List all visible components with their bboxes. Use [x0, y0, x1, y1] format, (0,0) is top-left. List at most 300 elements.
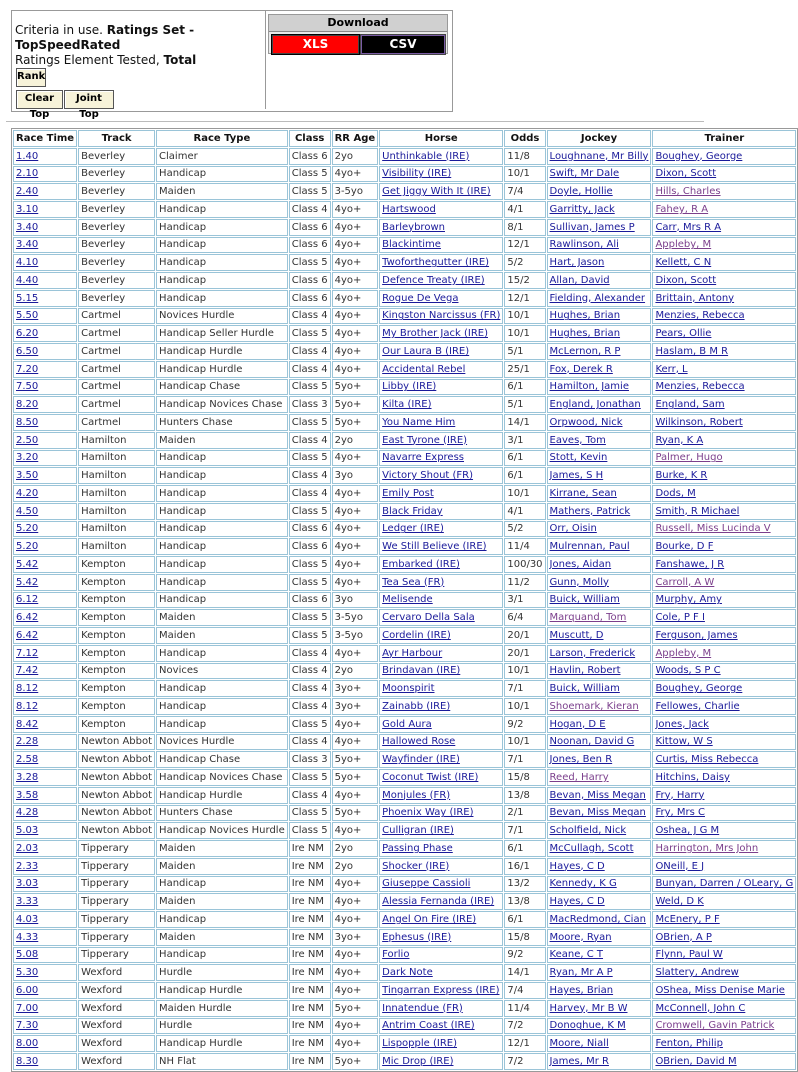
cell-race-time	[13, 574, 77, 591]
horse-link[interactable]: Forlio	[382, 949, 410, 961]
race-time-link[interactable]: 3.40	[16, 239, 39, 251]
jockey-link[interactable]: Sullivan, James P	[549, 221, 635, 233]
trainer-link[interactable]: Pears, Ollie	[655, 328, 712, 340]
trainer-link[interactable]: Bunyan, Darren / OLeary, G	[655, 878, 794, 890]
header-race-time[interactable]: Race Time	[13, 130, 77, 147]
horse-link[interactable]: Passing Phase	[382, 842, 453, 854]
cell-trainer	[652, 538, 796, 555]
rank-button[interactable]: Rank	[16, 68, 46, 87]
trainer-link[interactable]: ONeill, E J	[655, 860, 705, 872]
cell-race-time	[13, 237, 77, 254]
cell-class: Class 6	[289, 272, 331, 289]
cell-jockey	[547, 503, 652, 520]
race-time-link[interactable]: 5.42	[16, 558, 39, 570]
race-time-link[interactable]: 3.58	[16, 789, 39, 801]
horse-link[interactable]: Zainabb (IRE)	[382, 700, 451, 712]
jockey-link[interactable]: Doyle, Hollie	[549, 186, 613, 198]
race-time-link[interactable]: 3.40	[16, 221, 39, 233]
cell-trainer	[652, 325, 796, 342]
race-time-link[interactable]: 3.10	[16, 203, 39, 215]
cell-class: Ire NM	[289, 929, 331, 946]
cell-odds: 5/2	[504, 521, 545, 538]
jockey-link[interactable]: Muscutt, D	[549, 629, 604, 641]
trainer-link[interactable]: Fellowes, Charlie	[655, 700, 740, 712]
horse-link[interactable]: Giuseppe Cassioli	[382, 878, 471, 890]
jockey-link[interactable]: Jones, Ben R	[549, 754, 613, 766]
horse-link[interactable]: Angel On Fire (IRE)	[382, 913, 477, 925]
jockey-link[interactable]: Orr, Oisin	[549, 523, 597, 535]
jockey-link[interactable]: Eaves, Tom	[549, 434, 606, 446]
race-time-link[interactable]: 4.20	[16, 487, 39, 499]
race-time-link[interactable]: 4.33	[16, 931, 39, 943]
horse-link[interactable]: Twoforthegutter (IRE)	[382, 257, 490, 269]
cell-race-time	[13, 805, 77, 822]
jockey-link[interactable]: Hayes, C D	[549, 860, 605, 872]
horse-link[interactable]: Wayfinder (IRE)	[382, 754, 460, 766]
race-time-link[interactable]: 6.42	[16, 612, 39, 624]
jockey-link[interactable]: Hayes, C D	[549, 896, 605, 908]
horse-link[interactable]: Brindavan (IRE)	[382, 665, 461, 677]
cell-jockey	[547, 822, 652, 839]
cell-jockey	[547, 219, 652, 236]
jockey-link[interactable]: Shoemark, Kieran	[549, 700, 639, 712]
race-time-link[interactable]: 1.40	[16, 150, 39, 162]
jockey-link[interactable]: Hamilton, Jamie	[549, 381, 629, 393]
cell-track: Beverley	[78, 166, 155, 183]
horse-link[interactable]: Visibility (IRE)	[382, 168, 452, 180]
horse-link[interactable]: Ayr Harbour	[382, 647, 443, 659]
joint-top-button[interactable]: Joint Top	[64, 90, 114, 109]
trainer-link[interactable]: Kerr, L	[655, 363, 688, 375]
table-row	[13, 698, 796, 715]
horse-link[interactable]: Hartswood	[382, 203, 436, 215]
jockey-link[interactable]: Ryan, Mr A P	[549, 967, 613, 979]
trainer-link[interactable]: Boughey, George	[655, 683, 743, 695]
race-time-link[interactable]: 8.30	[16, 1055, 39, 1067]
table-row	[13, 680, 796, 697]
race-time-link[interactable]: 7.00	[16, 1002, 39, 1014]
trainer-link[interactable]: Dixon, Scott	[655, 168, 717, 180]
jockey-link[interactable]: Donoghue, K M	[549, 1020, 626, 1032]
race-time-link[interactable]: 4.03	[16, 913, 39, 925]
horse-link[interactable]: We Still Believe (IRE)	[382, 541, 487, 553]
trainer-link[interactable]: Ryan, K A	[655, 434, 704, 446]
jockey-link[interactable]: Marquand, Tom	[549, 612, 627, 624]
jockey-link[interactable]: Fielding, Alexander	[549, 292, 646, 304]
xls-download-button[interactable]: XLS	[272, 35, 359, 54]
cell-race-type: Handicap	[156, 290, 288, 307]
race-time-link[interactable]: 6.50	[16, 345, 39, 357]
race-time-link[interactable]: 4.40	[16, 274, 39, 286]
horse-link[interactable]: You Name Him	[382, 416, 456, 428]
trainer-link[interactable]: Hills, Charles	[655, 186, 721, 198]
header-race-type[interactable]: Race Type	[156, 130, 288, 147]
cell-rr-age: 4yo+	[332, 485, 379, 502]
trainer-link[interactable]: McEnery, P F	[655, 913, 720, 925]
race-time-link[interactable]: 8.20	[16, 399, 39, 411]
jockey-link[interactable]: Loughnane, Mr Billy	[549, 150, 649, 162]
horse-link[interactable]: Hallowed Rose	[382, 736, 456, 748]
jockey-link[interactable]: Scholfield, Nick	[549, 825, 627, 837]
criteria-box	[11, 10, 453, 120]
cell-trainer	[652, 556, 796, 573]
jockey-link[interactable]: Keane, C T	[549, 949, 604, 961]
horse-link[interactable]: Ledger (IRE)	[382, 523, 444, 535]
race-time-link[interactable]: 7.20	[16, 363, 39, 375]
trainer-link[interactable]: Fry, Mrs C	[655, 807, 705, 819]
jockey-link[interactable]: Harvey, Mr B W	[549, 1002, 628, 1014]
race-time-link[interactable]: 8.12	[16, 700, 39, 712]
jockey-link[interactable]: Gunn, Molly	[549, 576, 609, 588]
race-time-link[interactable]: 8.00	[16, 1038, 39, 1050]
race-time-link[interactable]: 7.50	[16, 381, 39, 393]
table-row	[13, 201, 796, 218]
jockey-link[interactable]: Buick, William	[549, 683, 620, 695]
horse-link[interactable]: Black Friday	[382, 505, 443, 517]
horse-link[interactable]: Innatendue (FR)	[382, 1002, 463, 1014]
trainer-link[interactable]: Hitchins, Daisy	[655, 771, 730, 783]
jockey-link[interactable]: Noonan, David G	[549, 736, 635, 748]
race-time-link[interactable]: 4.50	[16, 505, 39, 517]
horse-link[interactable]: Barleybrown	[382, 221, 445, 233]
trainer-link[interactable]: Menzies, Rebecca	[655, 310, 745, 322]
cell-horse	[379, 893, 503, 910]
jockey-link[interactable]: Jones, Aidan	[549, 558, 612, 570]
race-time-link[interactable]: 5.08	[16, 949, 39, 961]
horse-link[interactable]: Kingston Narcissus (FR)	[382, 310, 501, 322]
trainer-link[interactable]: Appleby, M	[655, 647, 712, 659]
trainer-link[interactable]: Fry, Harry	[655, 789, 705, 801]
horse-link[interactable]: Lispopple (IRE)	[382, 1038, 457, 1050]
cell-odds: 10/1	[504, 734, 545, 751]
horse-link[interactable]: Moonspirit	[382, 683, 435, 695]
trainer-link[interactable]: Carroll, A W	[655, 576, 715, 588]
jockey-link[interactable]: McCullagh, Scott	[549, 842, 634, 854]
cell-class: Ire NM	[289, 893, 331, 910]
race-time-link[interactable]: 5.50	[16, 310, 39, 322]
clear-top-button[interactable]: Clear Top	[16, 90, 63, 109]
race-time-link[interactable]: 2.03	[16, 842, 39, 854]
jockey-link[interactable]: Stott, Kevin	[549, 452, 608, 464]
trainer-link[interactable]: Flynn, Paul W	[655, 949, 723, 961]
cell-track: Wexford	[78, 964, 155, 981]
trainer-link[interactable]: Cole, P F I	[655, 612, 705, 624]
cell-rr-age: 3yo+	[332, 698, 379, 715]
cell-jockey	[547, 556, 652, 573]
trainer-link[interactable]: Bourke, D F	[655, 541, 714, 553]
trainer-link[interactable]: OBrien, David M	[655, 1055, 737, 1067]
horse-link[interactable]: Victory Shout (FR)	[382, 470, 474, 482]
race-time-link[interactable]: 3.33	[16, 896, 39, 908]
race-time-link[interactable]: 7.42	[16, 665, 39, 677]
jockey-link[interactable]: Bevan, Miss Megan	[549, 807, 646, 819]
race-time-link[interactable]: 6.00	[16, 984, 39, 996]
race-time-link[interactable]: 7.12	[16, 647, 39, 659]
race-time-link[interactable]: 2.28	[16, 736, 39, 748]
cell-odds: 9/2	[504, 716, 545, 733]
cell-horse	[379, 148, 503, 165]
horse-link[interactable]: Melisende	[382, 594, 433, 606]
jockey-link[interactable]: Rawlinson, Ali	[549, 239, 619, 251]
cell-race-time	[13, 947, 77, 964]
race-time-link[interactable]: 2.40	[16, 186, 39, 198]
race-time-link[interactable]: 5.15	[16, 292, 39, 304]
race-time-link[interactable]: 5.03	[16, 825, 39, 837]
trainer-link[interactable]: Dods, M	[655, 487, 696, 499]
jockey-link[interactable]: Swift, Mr Dale	[549, 168, 620, 180]
trainer-link[interactable]: Kittow, W S	[655, 736, 713, 748]
cell-odds: 5/1	[504, 343, 545, 360]
jockey-link[interactable]: Buick, William	[549, 594, 620, 606]
header-track[interactable]: Track	[78, 130, 155, 147]
cell-horse	[379, 982, 503, 999]
horse-link[interactable]: Blackintime	[382, 239, 441, 251]
jockey-link[interactable]: Moore, Ryan	[549, 931, 612, 943]
trainer-link[interactable]: Cromwell, Gavin Patrick	[655, 1020, 775, 1032]
horse-link[interactable]: Mic Drop (IRE)	[382, 1055, 454, 1067]
race-time-link[interactable]: 2.58	[16, 754, 39, 766]
cell-race-type: Handicap Hurdle	[156, 787, 288, 804]
cell-horse	[379, 272, 503, 289]
trainer-link[interactable]: Appleby, M	[655, 239, 712, 251]
trainer-link[interactable]: Dixon, Scott	[655, 274, 717, 286]
jockey-link[interactable]: Orpwood, Nick	[549, 416, 623, 428]
trainer-link[interactable]: Oshea, J G M	[655, 825, 720, 837]
horse-link[interactable]: Unthinkable (IRE)	[382, 150, 470, 162]
trainer-link[interactable]: Boughey, George	[655, 150, 743, 162]
horse-link[interactable]: Gold Aura	[382, 718, 432, 730]
race-time-link[interactable]: 2.10	[16, 168, 39, 180]
csv-download-button[interactable]: CSV	[361, 35, 445, 54]
cell-odds: 7/4	[504, 982, 545, 999]
jockey-link[interactable]: Larson, Frederick	[549, 647, 636, 659]
horse-link[interactable]: East Tyrone (IRE)	[382, 434, 468, 446]
cell-horse	[379, 840, 503, 857]
cell-race-time	[13, 858, 77, 875]
jockey-link[interactable]: Kirrane, Sean	[549, 487, 617, 499]
jockey-link[interactable]: Hughes, Brian	[549, 328, 621, 340]
trainer-link[interactable]: Wilkinson, Robert	[655, 416, 743, 428]
race-time-link[interactable]: 6.42	[16, 629, 39, 641]
horse-link[interactable]: Embarked (IRE)	[382, 558, 460, 570]
horse-link[interactable]: Accidental Rebel	[382, 363, 466, 375]
horse-link[interactable]: Our Laura B (IRE)	[382, 345, 470, 357]
trainer-link[interactable]: Fenton, Philip	[655, 1038, 723, 1050]
table-row	[13, 396, 796, 413]
horse-link[interactable]: Defence Treaty (IRE)	[382, 274, 485, 286]
jockey-link[interactable]: MacRedmond, Cian	[549, 913, 646, 925]
header-trainer[interactable]: Trainer	[652, 130, 796, 147]
horse-link[interactable]: Culligran (IRE)	[382, 825, 454, 837]
cell-race-type: Claimer	[156, 148, 288, 165]
jockey-link[interactable]: Fox, Derek R	[549, 363, 613, 375]
cell-horse	[379, 183, 503, 200]
header-class[interactable]: Class	[289, 130, 331, 147]
cell-horse	[379, 609, 503, 626]
jockey-link[interactable]: Reed, Harry	[549, 771, 609, 783]
cell-trainer	[652, 982, 796, 999]
trainer-link[interactable]: Brittain, Antony	[655, 292, 735, 304]
horse-link[interactable]: Shocker (IRE)	[382, 860, 450, 872]
race-time-link[interactable]: 5.20	[16, 541, 39, 553]
cell-track: Wexford	[78, 1053, 155, 1070]
trainer-link[interactable]: Fanshawe, J R	[655, 558, 725, 570]
cell-class: Ire NM	[289, 876, 331, 893]
cell-race-type: Handicap	[156, 556, 288, 573]
trainer-link[interactable]: Weld, D K	[655, 896, 704, 908]
cell-odds: 25/1	[504, 361, 545, 378]
cell-race-type: Handicap Novices Hurdle	[156, 822, 288, 839]
race-time-link[interactable]: 5.42	[16, 576, 39, 588]
jockey-link[interactable]: James, S H	[549, 470, 604, 482]
race-time-link[interactable]: 2.33	[16, 860, 39, 872]
race-time-link[interactable]: 3.20	[16, 452, 39, 464]
horse-link[interactable]: Antrim Coast (IRE)	[382, 1020, 475, 1032]
trainer-link[interactable]: Ferguson, James	[655, 629, 738, 641]
trainer-link[interactable]: Kellett, C N	[655, 257, 712, 269]
race-time-link[interactable]: 3.03	[16, 878, 39, 890]
horse-link[interactable]: Alessia Fernanda (IRE)	[382, 896, 495, 908]
cell-horse	[379, 325, 503, 342]
cell-rr-age: 4yo+	[332, 822, 379, 839]
header-rr-age[interactable]: RR Age	[332, 130, 379, 147]
race-time-link[interactable]: 8.42	[16, 718, 39, 730]
race-time-link[interactable]: 6.12	[16, 594, 39, 606]
cell-race-type: Handicap Novices Chase	[156, 769, 288, 786]
horse-link[interactable]: Cordelin (IRE)	[382, 629, 451, 641]
race-time-link[interactable]: 3.28	[16, 771, 39, 783]
cell-track: Hamilton	[78, 538, 155, 555]
table-row	[13, 769, 796, 786]
cell-class: Class 5	[289, 556, 331, 573]
header-jockey[interactable]: Jockey	[547, 130, 652, 147]
trainer-link[interactable]: McConnell, John C	[655, 1002, 746, 1014]
trainer-link[interactable]: Fahey, R A	[655, 203, 709, 215]
race-time-link[interactable]: 5.30	[16, 967, 39, 979]
horse-link[interactable]: Kilta (IRE)	[382, 399, 432, 411]
race-time-link[interactable]: 3.50	[16, 470, 39, 482]
jockey-link[interactable]: Hughes, Brian	[549, 310, 621, 322]
table-row	[13, 911, 796, 928]
cell-jockey	[547, 414, 652, 431]
cell-track: Beverley	[78, 290, 155, 307]
jockey-link[interactable]: Bevan, Miss Megan	[549, 789, 646, 801]
horse-link[interactable]: Get Jiggy With It (IRE)	[382, 186, 491, 198]
trainer-link[interactable]: Burke, K R	[655, 470, 708, 482]
race-time-link[interactable]: 2.50	[16, 434, 39, 446]
horse-link[interactable]: My Brother Jack (IRE)	[382, 328, 488, 340]
jockey-link[interactable]: McLernon, R P	[549, 345, 621, 357]
cell-rr-age: 5yo+	[332, 379, 379, 396]
horse-link[interactable]: Ephesus (IRE)	[382, 931, 452, 943]
jockey-link[interactable]: Havlin, Robert	[549, 665, 621, 677]
trainer-link[interactable]: Murphy, Amy	[655, 594, 722, 606]
horse-link[interactable]: Libby (IRE)	[382, 381, 437, 393]
race-time-link[interactable]: 4.28	[16, 807, 39, 819]
trainer-link[interactable]: Russell, Miss Lucinda V	[655, 523, 771, 535]
cell-track: Hamilton	[78, 521, 155, 538]
jockey-link[interactable]: Hart, Jason	[549, 257, 605, 269]
trainer-link[interactable]: Harrington, Mrs John	[655, 842, 759, 854]
horse-link[interactable]: Tea Sea (FR)	[382, 576, 445, 588]
trainer-link[interactable]: Menzies, Rebecca	[655, 381, 745, 393]
horse-link[interactable]: Cervaro Della Sala	[382, 612, 475, 624]
horse-link[interactable]: Rogue De Vega	[382, 292, 459, 304]
jockey-link[interactable]: Moore, Niall	[549, 1038, 609, 1050]
cell-rr-age: 4yo+	[332, 716, 379, 733]
horse-link[interactable]: Coconut Twist (IRE)	[382, 771, 479, 783]
race-time-link[interactable]: 8.50	[16, 416, 39, 428]
cell-track: Newton Abbot	[78, 822, 155, 839]
cell-odds: 4/1	[504, 503, 545, 520]
horse-link[interactable]: Tingarran Express (IRE)	[382, 984, 500, 996]
jockey-link[interactable]: England, Jonathan	[549, 399, 641, 411]
trainer-link[interactable]: Palmer, Hugo	[655, 452, 723, 464]
race-time-link[interactable]: 7.30	[16, 1020, 39, 1032]
trainer-link[interactable]: Haslam, B M R	[655, 345, 729, 357]
cell-odds: 7/1	[504, 751, 545, 768]
cell-jockey	[547, 592, 652, 609]
race-time-link[interactable]: 4.10	[16, 257, 39, 269]
trainer-link[interactable]: England, Sam	[655, 399, 725, 411]
race-time-link[interactable]: 8.12	[16, 683, 39, 695]
cell-race-type: Hurdle	[156, 1018, 288, 1035]
trainer-link[interactable]: OShea, Miss Denise Marie	[655, 984, 785, 996]
horse-link[interactable]: Dark Note	[382, 967, 433, 979]
jockey-link[interactable]: Mulrennan, Paul	[549, 541, 630, 553]
cell-race-type: Handicap	[156, 254, 288, 271]
cell-trainer	[652, 947, 796, 964]
cell-race-time	[13, 503, 77, 520]
trainer-link[interactable]: Curtis, Miss Rebecca	[655, 754, 759, 766]
cell-race-type: Maiden	[156, 627, 288, 644]
jockey-link[interactable]: Hayes, Brian	[549, 984, 614, 996]
cell-track: Cartmel	[78, 396, 155, 413]
cell-rr-age: 5yo+	[332, 805, 379, 822]
trainer-link[interactable]: OBrien, A P	[655, 931, 712, 943]
cell-race-type: Handicap	[156, 201, 288, 218]
trainer-link[interactable]: Woods, S P C	[655, 665, 721, 677]
horse-link[interactable]: Phoenix Way (IRE)	[382, 807, 474, 819]
trainer-link[interactable]: Smith, R Michael	[655, 505, 740, 517]
jockey-link[interactable]: Mathers, Patrick	[549, 505, 631, 517]
horse-link[interactable]: Navarre Express	[382, 452, 465, 464]
trainer-link[interactable]: Jones, Jack	[655, 718, 709, 730]
trainer-link[interactable]: Slattery, Andrew	[655, 967, 739, 979]
cell-race-type: Handicap	[156, 166, 288, 183]
horse-link[interactable]: Monjules (FR)	[382, 789, 451, 801]
jockey-link[interactable]: Garritty, Jack	[549, 203, 615, 215]
race-time-link[interactable]: 5.20	[16, 523, 39, 535]
cell-rr-age: 5yo+	[332, 1053, 379, 1070]
race-time-link[interactable]: 6.20	[16, 328, 39, 340]
horse-link[interactable]: Emily Post	[382, 487, 434, 499]
cell-horse	[379, 734, 503, 751]
cell-class: Class 5	[289, 805, 331, 822]
jockey-link[interactable]: Allan, David	[549, 274, 610, 286]
trainer-link[interactable]: Carr, Mrs R A	[655, 221, 722, 233]
cell-jockey	[547, 308, 652, 325]
cell-track: Tipperary	[78, 840, 155, 857]
jockey-link[interactable]: Kennedy, K G	[549, 878, 617, 890]
jockey-link[interactable]: Hogan, D E	[549, 718, 606, 730]
header-horse[interactable]: Horse	[379, 130, 503, 147]
table-row	[13, 1035, 796, 1052]
jockey-link[interactable]: James, Mr R	[549, 1055, 609, 1067]
cell-class: Class 6	[289, 592, 331, 609]
header-odds[interactable]: Odds	[504, 130, 545, 147]
cell-race-time	[13, 751, 77, 768]
